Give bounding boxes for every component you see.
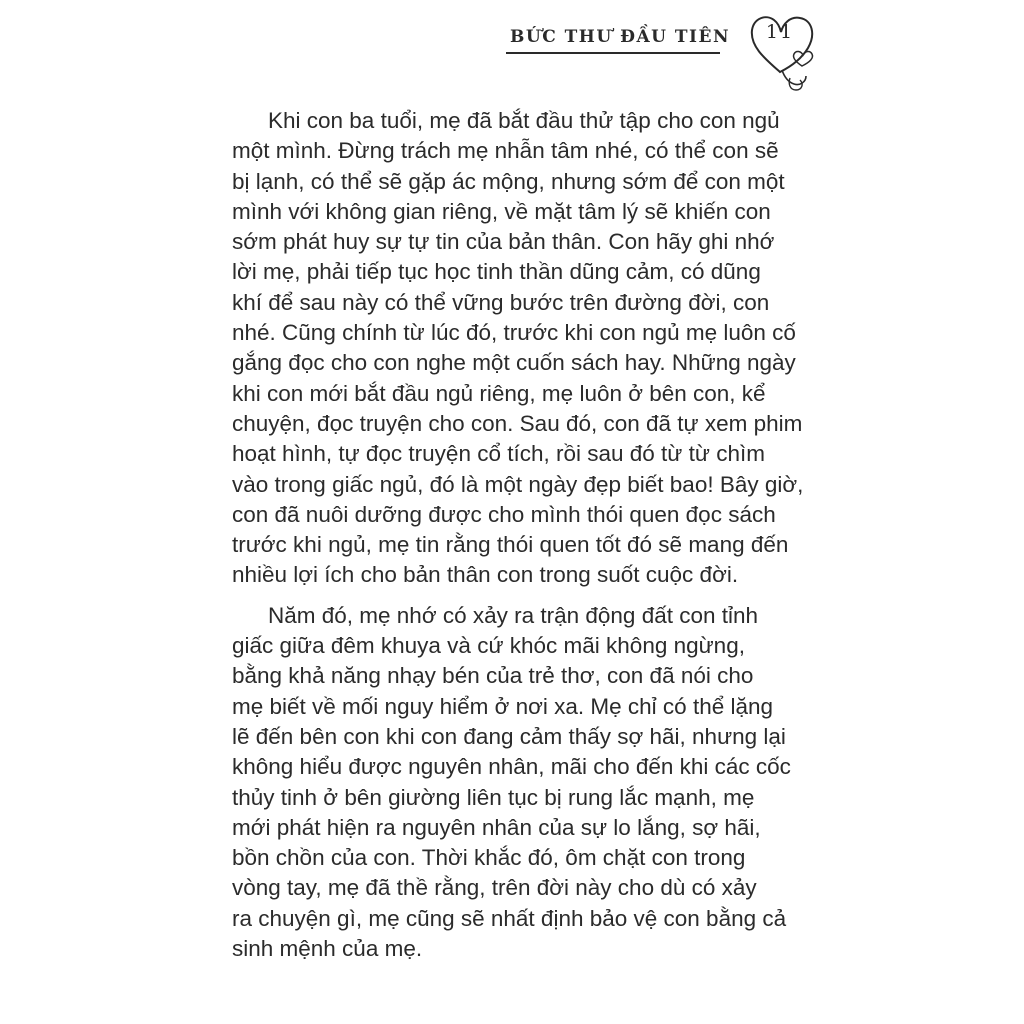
text-line: mẹ biết về mối nguy hiểm ở nơi xa. Mẹ chỉ có thể lặng: [232, 693, 774, 719]
body-text: [232, 106, 804, 964]
text-line: chuyện, đọc truyện cho con. Sau đó, con đã tự xem phim: [232, 410, 803, 436]
text-line: sinh mệnh của mẹ.: [232, 936, 423, 962]
text-line: nhé. Cũng chính từ lúc đó, trước khi con ngủ mẹ luôn cố: [232, 320, 796, 346]
paragraph-1: [232, 106, 804, 591]
text-line: lời mẹ, phải tiếp tục học tinh thần dũng cảm, có dũng: [232, 259, 761, 285]
text-line: Năm đó, mẹ nhớ có xảy ra trận động đất con tỉnh: [268, 602, 759, 628]
running-head: [510, 26, 730, 54]
text-line: nhiều lợi ích cho bản thân con trong suốt cuộc đời.: [232, 562, 739, 588]
text-line: ra chuyện gì, mẹ cũng sẽ nhất định bảo vệ con bằng cả: [232, 905, 787, 931]
text-line: bồn chồn của con. Thời khắc đó, ôm chặt con trong: [232, 845, 746, 871]
text-line: một mình. Đừng trách mẹ nhẫn tâm nhé, có thể con sẽ: [232, 138, 779, 164]
text-line: mình với không gian riêng, về mặt tâm lý sẽ khiến con: [232, 198, 771, 224]
text-line: lẽ đến bên con khi con đang cảm thấy sợ hãi, nhưng lại: [232, 723, 786, 749]
text-line: mới phát hiện ra nguyên nhân của sự lo lắng, sợ hãi,: [232, 814, 761, 840]
text-line: không hiểu được nguyên nhân, mãi cho đến khi các cốc: [232, 754, 791, 780]
text-line: hoạt hình, tự đọc truyện cổ tích, rồi sau đó từ từ chìm: [232, 441, 765, 467]
text-line: Khi con ba tuổi, mẹ đã bắt đầu thử tập cho con ngủ: [268, 108, 780, 133]
text-line: vòng tay, mẹ đã thề rằng, trên đời này cho dù có xảy: [232, 875, 757, 901]
text-line: sớm phát huy sự tự tin của bản thân. Con hãy ghi nhớ: [232, 229, 775, 255]
text-line: giấc giữa đêm khuya và cứ khóc mãi không ngừng,: [232, 633, 745, 659]
page-number: 11: [765, 21, 795, 43]
text-line: khi con mới bắt đầu ngủ riêng, mẹ luôn ở bên con, kể: [232, 380, 766, 406]
text-line: con đã nuôi dưỡng được cho mình thói quen đọc sách: [232, 501, 776, 527]
header-rule: [506, 52, 720, 54]
chapter-title: BỨC THƯ ĐẦU TIÊN: [510, 27, 730, 47]
text-line: vào trong giấc ngủ, đó là một ngày đẹp biết bao! Bây giờ,: [232, 471, 804, 497]
text-line: bị lạnh, có thể sẽ gặp ác mộng, nhưng sớm để con một: [232, 168, 785, 194]
text-line: bằng khả năng nhạy bén của trẻ thơ, con đã nói cho: [232, 663, 754, 689]
text-line: khí để sau này có thể vững bước trên đường đời, con: [232, 289, 770, 315]
text-line: trước khi ngủ, mẹ tin rằng thói quen tốt đó sẽ mang đến: [232, 532, 789, 558]
text-line: thủy tinh ở bên giường liên tục bị rung lắc mạnh, mẹ: [232, 784, 755, 810]
paragraph-2: [232, 601, 791, 965]
text-line: gắng đọc cho con nghe một cuốn sách hay. Những ngày: [232, 350, 796, 376]
paragraph-spacer: [232, 591, 788, 601]
